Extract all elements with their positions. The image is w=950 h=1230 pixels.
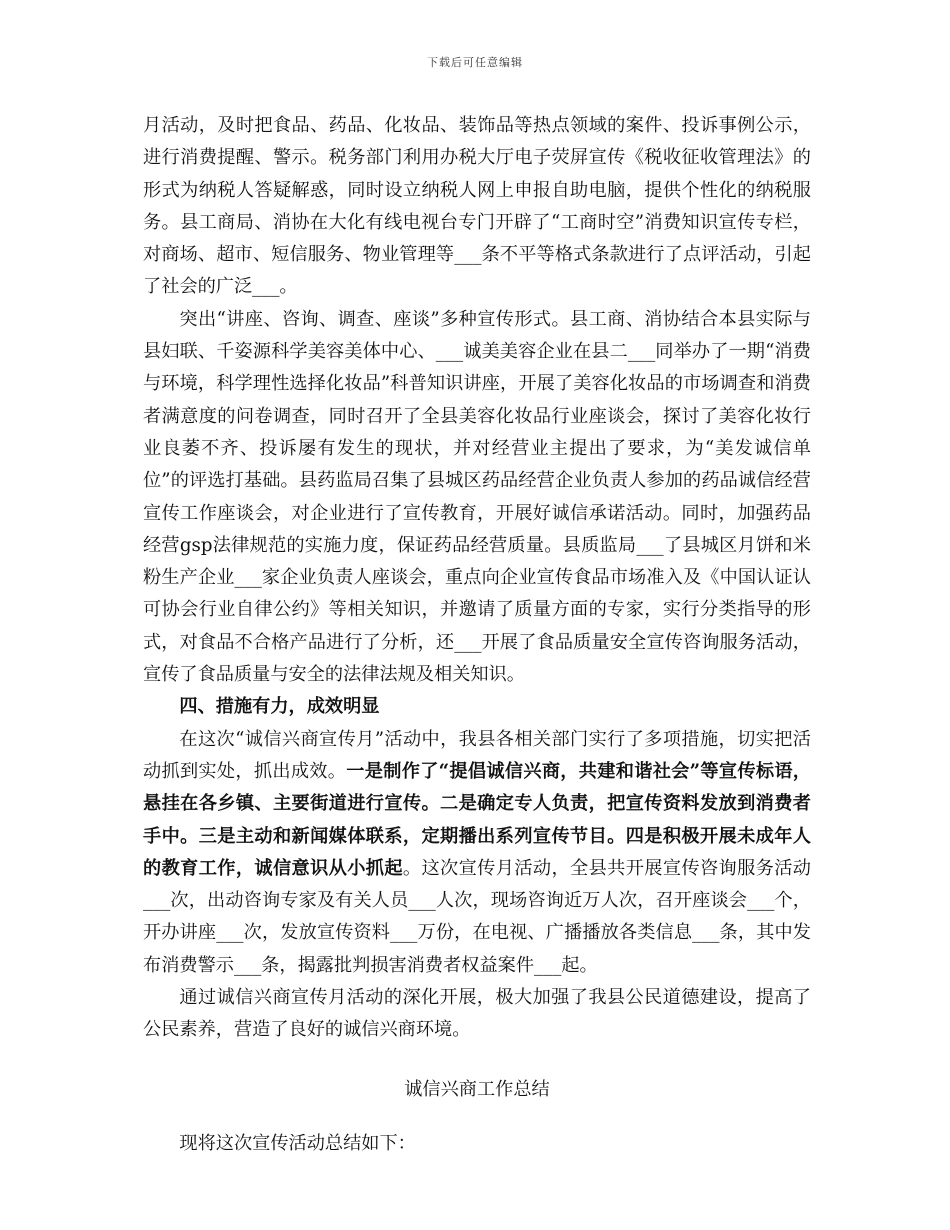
- measures-bold-text: 一是制作了“提倡诚信兴商，共建和谐社会”等宣传标语，悬挂在各乡镇、主要街道进行宣传。二是确定专人负责，把宣传资料发放到消费者手中。三是主动和新闻媒体联系，定期播出系列宣传节目。四是积极开展未成年人的教育工作，诚信意识从小抓起: [143, 760, 811, 879]
- section-heading-measures: 四、措施有力，成效明显: [179, 696, 380, 718]
- measures-stats-text: 。这次宣传月活动，全县共开展宣传咨询服务活动___次，出动咨询专家及有关人员___人次，现场咨询近万人次，召开座谈会___个，开办讲座___次，发放宣传资料___万份，在电视、广播播放各类信息___条，其中发布消费警示___条，揭露批判损害消费者权益案件___起。: [143, 857, 811, 976]
- document-body: [143, 110, 811, 1160]
- measures-intro-text: 在这次“诚信兴商宣传月”活动中，我县各相关部门实行了多项措施，切实把活动抓到实处，抓出成效。: [143, 728, 811, 782]
- paragraph-publicity-forms: 突出“讲座、咨询、调查、座谈”多种宣传形式。县工商、消协结合本县实际与县妇联、千姿源科学美容美体中心、___诚美美容企业在县二___同举办了一期“消费与环境，科学理性选择化妆品”科普知识讲座，开展了美容化妆品的市场调查和消费者满意度的问卷调查，同时召开了全县美容化妆品行业座谈会，探讨了美容化妆行业良萎不齐、投诉屡有发生的现状，并对经营业主提出了要求，为“美发诚信单位”的评选打基础。县药监局召集了县城区药品经营企业负责人参加的药品诚信经营宣传工作座谈会，对企业进行了宣传教育，开展好诚信承诺活动。同时，加强药品经营gsp法律规范的实施力度，保证药品经营质量。县质监局___了县城区月饼和米粉生产企业___家企业负责人座谈会，重点向企业宣传食品市场准入及《中国认证认可协会行业自律公约》等相关知识，并邀请了质量方面的专家，实行分类指导的形式，对食品不合格产品进行了分析，还___开展了食品质量安全宣传咨询服务活动，宣传了食品质量与安全的法律法规及相关知识。: [143, 308, 811, 686]
- document-title: 诚信兴商工作总结: [404, 1078, 550, 1100]
- paragraph-measures: [143, 724, 811, 982]
- page-header-note: 下载后可任意编辑: [427, 56, 523, 69]
- paragraph-continued: 月活动，及时把食品、药品、化妆品、装饰品等热点领域的案件、投诉事例公示，进行消费提醒、警示。税务部门利用办税大厅电子荧屏宣传《税收征收管理法》的形式为纳税人答疑解惑，同时设立纳税人网上申报自助电脑，提供个性化的纳税服务。县工商局、消协在大化有线电视台专门开辟了“工商时空”消费知识宣传专栏，对商场、超市、短信服务、物业管理等___条不平等格式条款进行了点评活动，引起了社会的广泛___。: [143, 115, 811, 298]
- paragraph-summary-intro: 现将这次宣传活动总结如下：: [179, 1132, 416, 1154]
- paragraph-conclusion: 通过诚信兴商宣传月活动的深化开展，极大加强了我县公民道德建设，提高了公民素养，营造了良好的诚信兴商环境。: [143, 987, 811, 1041]
